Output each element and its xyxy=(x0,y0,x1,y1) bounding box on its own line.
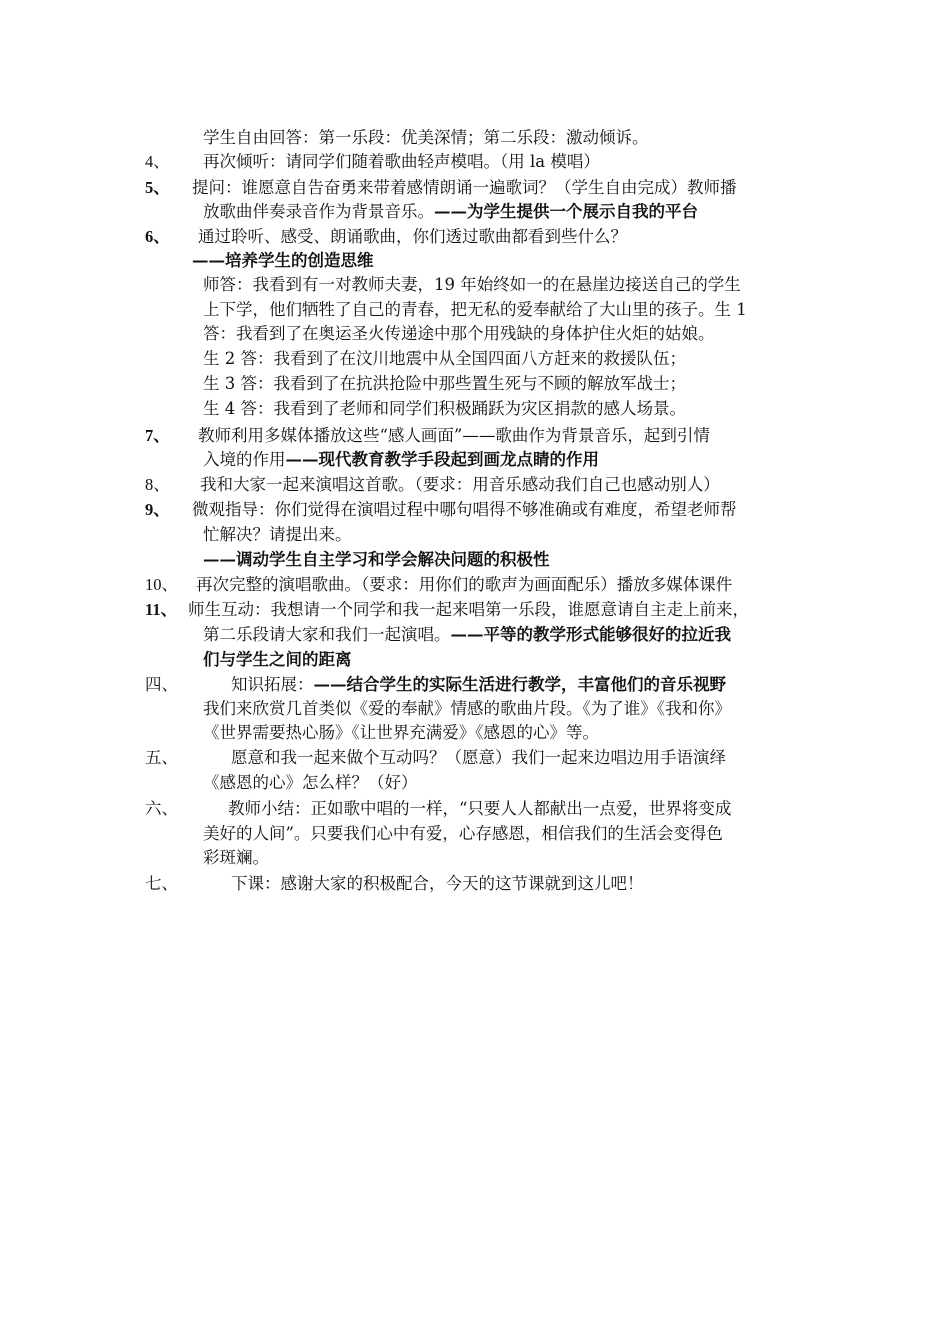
item-10-text: 再次完整的演唱歌曲。（要求：用你们的歌声为画面配乐）播放多媒体课件 xyxy=(196,575,733,594)
section-number-4: 四、 xyxy=(145,675,178,694)
section-number-5: 五、 xyxy=(145,748,178,767)
item-number-5: 5、 xyxy=(145,178,170,197)
item-11-note-cont: 们与学生之间的距离 xyxy=(203,650,352,669)
item-7-text-plain: 入境的作用 xyxy=(203,450,286,469)
section-6-text-end: 彩斑斓。 xyxy=(203,848,269,867)
student-answer-line: 学生自由回答：第一乐段：优美深情；第二乐段：激动倾诉。 xyxy=(203,128,649,147)
teacher-answer-line-1: 师答：我看到有一对教师夫妻，19 年始终如一的在悬崖边接送自己的学生 xyxy=(203,275,741,294)
teacher-answer-line-2: 上下学，他们牺牲了自己的青春，把无私的爱奉献给了大山里的孩子。生 1 xyxy=(203,300,747,319)
section-number-6: 六、 xyxy=(145,799,178,818)
item-6-text: 通过聆听、感受、朗诵歌曲，你们透过歌曲都看到些什么？ xyxy=(198,227,627,246)
item-5-note: ——为学生提供一个展示自我的平台 xyxy=(434,202,698,221)
item-5-text: 提问：谁愿意自告奋勇来带着感情朗诵一遍歌词？（学生自由完成）教师播 xyxy=(192,178,737,197)
item-number-9: 9、 xyxy=(145,500,170,519)
item-11-text: 师生互动：我想请一个同学和我一起来唱第一乐段，谁愿意请自主走上前来， xyxy=(188,600,749,619)
section-6-text-cont: 美好的人间”。只要我们心中有爱，心存感恩，相信我们的生活会变得色 xyxy=(203,824,723,843)
section-7-text: 下课：感谢大家的积极配合，今天的这节课就到这儿吧！ xyxy=(231,874,644,893)
item-11-text-plain: 第二乐段请大家和我们一起演唱。 xyxy=(203,625,451,644)
item-number-8: 8、 xyxy=(145,475,170,494)
section-number-7: 七、 xyxy=(145,874,178,893)
section-4-heading xyxy=(231,673,726,697)
section-4-text-cont: 《世界需要热心肠》《让世界充满爱》《感恩的心》等。 xyxy=(203,723,599,742)
section-4-text: 我们来欣赏几首类似《爱的奉献》情感的歌曲片段。《为了谁》《我和你》 xyxy=(203,699,731,718)
item-4-text: 再次倾听：请同学们随着歌曲轻声模唱。（用 la 模唱） xyxy=(203,152,600,171)
item-11-text-cont xyxy=(203,623,731,647)
item-number-7: 7、 xyxy=(145,426,170,445)
item-number-11: 11、 xyxy=(145,600,178,619)
item-9-text: 微观指导：你们觉得在演唱过程中哪句唱得不够准确或有难度，希望老师帮 xyxy=(192,500,737,519)
item-number-10: 10、 xyxy=(145,575,178,594)
item-number-4: 4、 xyxy=(145,152,170,171)
item-5-text-cont xyxy=(203,200,698,224)
section-4-label: 知识拓展： xyxy=(231,675,314,694)
section-6-text: 教师小结：正如歌中唱的一样，“只要人人都献出一点爱，世界将变成 xyxy=(228,799,732,818)
item-11-note: ——平等的教学形式能够很好的拉近我 xyxy=(450,625,731,644)
item-number-6: 6、 xyxy=(145,227,170,246)
section-4-note: ——结合学生的实际生活进行教学，丰富他们的音乐视野 xyxy=(313,675,726,694)
item-9-text-cont: 忙解决？请提出来。 xyxy=(203,525,352,544)
student-4-answer: 生 4 答：我看到了老师和同学们积极踊跃为灾区捐款的感人场景。 xyxy=(203,399,686,418)
item-9-note: ——调动学生自主学习和学会解决问题的积极性 xyxy=(203,550,550,569)
item-8-text: 我和大家一起来演唱这首歌。（要求：用音乐感动我们自己也感动别人） xyxy=(200,475,720,494)
student-2-answer: 生 2 答：我看到了在汶川地震中从全国四面八方赶来的救援队伍； xyxy=(203,349,686,368)
item-5-text-plain: 放歌曲伴奏录音作为背景音乐。 xyxy=(203,202,434,221)
item-7-text-cont xyxy=(203,448,599,472)
item-7-note: ——现代教育教学手段起到画龙点睛的作用 xyxy=(285,450,599,469)
student-3-answer: 生 3 答：我看到了在抗洪抢险中那些置生死与不顾的解放军战士； xyxy=(203,374,686,393)
student-1-answer: 答：我看到了在奥运圣火传递途中那个用残缺的身体护住火炬的姑娘。 xyxy=(203,324,715,343)
item-6-note: ——培养学生的创造思维 xyxy=(192,251,374,270)
item-7-text: 教师利用多媒体播放这些“感人画面”——歌曲作为背景音乐，起到引情 xyxy=(198,426,710,445)
section-5-text-cont: 《感恩的心》怎么样？（好） xyxy=(203,773,418,792)
section-5-text: 愿意和我一起来做个互动吗？（愿意）我们一起来边唱边用手语演绎 xyxy=(231,748,726,767)
